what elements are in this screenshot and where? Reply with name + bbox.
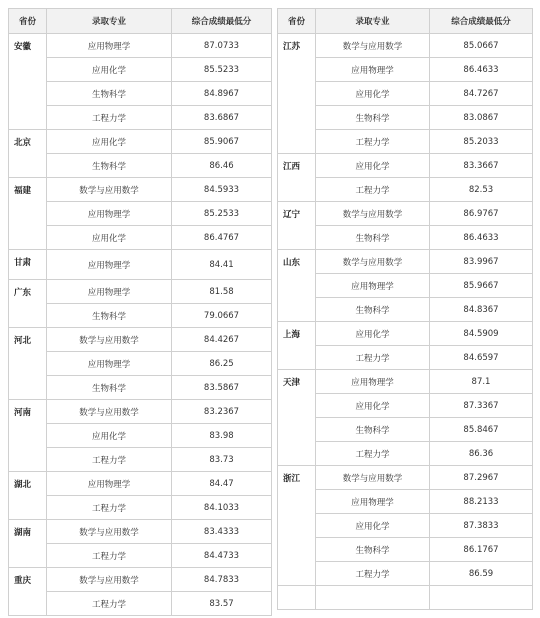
score-cell: 87.0733 (172, 34, 272, 58)
province-cell: 上海 (278, 322, 316, 370)
score-cell: 85.2033 (430, 130, 533, 154)
province-cell: 安徽 (9, 34, 47, 130)
major-cell: 生物科学 (47, 82, 172, 106)
table-row (9, 130, 272, 154)
table-row (9, 226, 272, 250)
score-cell: 84.8967 (172, 82, 272, 106)
table-row (9, 448, 272, 472)
score-cell: 87.1 (430, 370, 533, 394)
major-cell: 生物科学 (316, 538, 430, 562)
score-cell: 86.4767 (172, 226, 272, 250)
empty-cell (278, 586, 316, 610)
scores-table-right (277, 8, 533, 610)
table-row (278, 226, 533, 250)
score-cell: 84.7833 (172, 568, 272, 592)
major-cell: 工程力学 (316, 130, 430, 154)
major-cell: 数学与应用数学 (316, 34, 430, 58)
score-cell: 82.53 (430, 178, 533, 202)
header-province: 省份 (9, 9, 47, 34)
table-row (278, 514, 533, 538)
score-cell: 86.1767 (430, 538, 533, 562)
score-cell: 83.2367 (172, 400, 272, 424)
major-cell: 数学与应用数学 (47, 178, 172, 202)
major-cell: 数学与应用数学 (47, 328, 172, 352)
header-score: 综合成绩最低分 (430, 9, 533, 34)
table-row (9, 544, 272, 568)
major-cell: 工程力学 (47, 544, 172, 568)
score-cell: 83.73 (172, 448, 272, 472)
score-cell: 88.2133 (430, 490, 533, 514)
table-row (278, 178, 533, 202)
score-cell: 84.7267 (430, 82, 533, 106)
table-row (278, 34, 533, 58)
table-row (278, 82, 533, 106)
table-row (278, 250, 533, 274)
score-cell: 83.3667 (430, 154, 533, 178)
major-cell: 应用物理学 (47, 472, 172, 496)
table-row (278, 346, 533, 370)
province-cell: 河南 (9, 400, 47, 472)
major-cell: 应用物理学 (316, 490, 430, 514)
table-row (9, 304, 272, 328)
score-cell: 84.47 (172, 472, 272, 496)
table-row (9, 328, 272, 352)
score-cell: 83.0867 (430, 106, 533, 130)
score-cell: 86.25 (172, 352, 272, 376)
score-cell: 87.2967 (430, 466, 533, 490)
score-cell: 85.0667 (430, 34, 533, 58)
major-cell: 应用物理学 (316, 370, 430, 394)
score-cell: 86.59 (430, 562, 533, 586)
table-row (278, 418, 533, 442)
table-row (278, 394, 533, 418)
major-cell: 应用化学 (47, 58, 172, 82)
table-row (278, 58, 533, 82)
table-row (278, 274, 533, 298)
header-score: 综合成绩最低分 (172, 9, 272, 34)
table-row (9, 106, 272, 130)
table-row (278, 130, 533, 154)
table-row (9, 34, 272, 58)
major-cell: 数学与应用数学 (47, 400, 172, 424)
score-cell: 85.5233 (172, 58, 272, 82)
score-cell: 85.8467 (430, 418, 533, 442)
table-header-row (9, 9, 272, 34)
province-cell: 北京 (9, 130, 47, 178)
table-row (9, 178, 272, 202)
score-cell: 83.57 (172, 592, 272, 616)
province-cell: 天津 (278, 370, 316, 466)
major-cell: 工程力学 (316, 442, 430, 466)
score-cell: 84.5909 (430, 322, 533, 346)
major-cell: 生物科学 (316, 298, 430, 322)
major-cell: 生物科学 (316, 418, 430, 442)
province-cell: 河北 (9, 328, 47, 400)
empty-cell (316, 586, 430, 610)
table-row (278, 202, 533, 226)
score-cell: 87.3833 (430, 514, 533, 538)
major-cell: 工程力学 (47, 106, 172, 130)
province-cell: 辽宁 (278, 202, 316, 250)
table-row (278, 466, 533, 490)
score-cell: 83.5867 (172, 376, 272, 400)
score-cell: 84.1033 (172, 496, 272, 520)
major-cell: 生物科学 (47, 376, 172, 400)
major-cell: 应用化学 (316, 514, 430, 538)
province-cell: 江西 (278, 154, 316, 202)
major-cell: 应用化学 (316, 154, 430, 178)
score-cell: 84.5933 (172, 178, 272, 202)
major-cell: 应用化学 (47, 130, 172, 154)
table-row (9, 154, 272, 178)
major-cell: 工程力学 (316, 346, 430, 370)
major-cell: 应用物理学 (47, 280, 172, 304)
table-row (9, 376, 272, 400)
table-row (278, 490, 533, 514)
major-cell: 生物科学 (316, 106, 430, 130)
score-cell: 83.4333 (172, 520, 272, 544)
major-cell: 应用化学 (47, 226, 172, 250)
table-header-row (278, 9, 533, 34)
major-cell: 应用化学 (47, 424, 172, 448)
empty-cell (430, 586, 533, 610)
score-cell: 84.6597 (430, 346, 533, 370)
province-cell: 湖北 (9, 472, 47, 520)
table-row (278, 562, 533, 586)
major-cell: 生物科学 (316, 226, 430, 250)
table-row (9, 520, 272, 544)
score-cell: 86.9767 (430, 202, 533, 226)
province-cell: 甘肃 (9, 250, 47, 280)
province-cell: 浙江 (278, 466, 316, 586)
major-cell: 应用化学 (316, 322, 430, 346)
table-row (278, 370, 533, 394)
major-cell: 应用物理学 (316, 58, 430, 82)
table-row (9, 280, 272, 304)
major-cell: 数学与应用数学 (316, 250, 430, 274)
major-cell: 应用物理学 (47, 34, 172, 58)
table-row (278, 322, 533, 346)
score-cell: 83.9967 (430, 250, 533, 274)
table-row (278, 442, 533, 466)
major-cell: 应用物理学 (47, 202, 172, 226)
table-row (9, 202, 272, 226)
province-cell: 福建 (9, 178, 47, 250)
table-row (9, 424, 272, 448)
major-cell: 工程力学 (316, 178, 430, 202)
table-row (9, 82, 272, 106)
header-major: 录取专业 (316, 9, 430, 34)
table-row (278, 154, 533, 178)
table-row (9, 58, 272, 82)
score-cell: 86.4633 (430, 58, 533, 82)
major-cell: 数学与应用数学 (316, 202, 430, 226)
province-cell: 重庆 (9, 568, 47, 616)
table-row (278, 538, 533, 562)
major-cell: 数学与应用数学 (47, 520, 172, 544)
score-cell: 86.46 (172, 154, 272, 178)
score-cell: 81.58 (172, 280, 272, 304)
major-cell: 工程力学 (316, 562, 430, 586)
major-cell: 工程力学 (47, 448, 172, 472)
table-row (9, 592, 272, 616)
table-row (278, 106, 533, 130)
major-cell: 应用化学 (316, 82, 430, 106)
major-cell: 应用化学 (316, 394, 430, 418)
header-major: 录取专业 (47, 9, 172, 34)
score-cell: 84.8367 (430, 298, 533, 322)
table-row (9, 352, 272, 376)
major-cell: 应用物理学 (316, 274, 430, 298)
score-cell: 83.6867 (172, 106, 272, 130)
major-cell: 数学与应用数学 (316, 466, 430, 490)
score-cell: 86.4633 (430, 226, 533, 250)
score-cell: 84.4733 (172, 544, 272, 568)
score-cell: 85.9667 (430, 274, 533, 298)
major-cell: 生物科学 (47, 154, 172, 178)
province-cell: 广东 (9, 280, 47, 328)
major-cell: 生物科学 (47, 304, 172, 328)
major-cell: 应用物理学 (47, 250, 172, 280)
table-row (9, 472, 272, 496)
score-cell: 84.4267 (172, 328, 272, 352)
score-cell: 84.41 (172, 250, 272, 280)
scores-table-left (8, 8, 272, 616)
admission-scores-tables (8, 8, 532, 612)
province-cell: 湖南 (9, 520, 47, 568)
table-row (9, 496, 272, 520)
header-province: 省份 (278, 9, 316, 34)
major-cell: 工程力学 (47, 592, 172, 616)
province-cell: 山东 (278, 250, 316, 322)
major-cell: 应用物理学 (47, 352, 172, 376)
province-cell: 江苏 (278, 34, 316, 154)
empty-row (278, 586, 533, 610)
major-cell: 数学与应用数学 (47, 568, 172, 592)
table-row (278, 298, 533, 322)
table-row (9, 400, 272, 424)
score-cell: 85.9067 (172, 130, 272, 154)
table-row (9, 250, 272, 280)
table-row (9, 568, 272, 592)
score-cell: 85.2533 (172, 202, 272, 226)
score-cell: 79.0667 (172, 304, 272, 328)
major-cell: 工程力学 (47, 496, 172, 520)
score-cell: 83.98 (172, 424, 272, 448)
score-cell: 87.3367 (430, 394, 533, 418)
score-cell: 86.36 (430, 442, 533, 466)
